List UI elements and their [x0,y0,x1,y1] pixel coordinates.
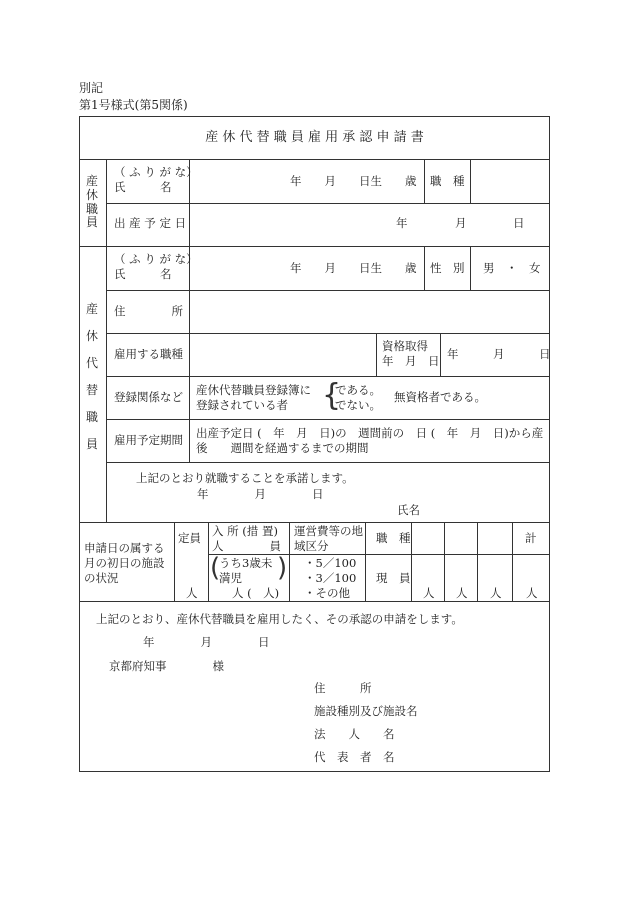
col-divider [174,522,175,601]
consent-date[interactable]: 年 月 日 [197,487,324,501]
col-divider [470,246,471,290]
address-label: 住 所 [114,304,183,318]
under-3-note-2: 満児 [219,571,242,585]
col-divider [106,159,107,522]
employ-job-label: 雇用する職種 [114,347,183,361]
row-divider [106,203,550,204]
due-date-label: 出 産 予 定 日 [114,216,187,230]
facility-job-label: 職 種 [376,531,411,545]
due-day[interactable]: 日 [513,216,525,230]
period-text-2: 後 週間を経過するまでの期間 [196,441,369,455]
registration-label: 登録関係など [114,390,183,404]
sub-dob-field[interactable]: 年 月 日生 歳 [290,261,417,275]
under-3-note-1: うち3歳未 [219,556,273,570]
staff-total-unit[interactable]: 人 [526,586,538,600]
col-divider [440,333,441,376]
registration-text-2: 登録されている者 [196,398,288,412]
row-divider [79,522,550,523]
paren-right-icon: ) [277,553,288,583]
brace-icon: { [322,378,342,413]
qualification-label-2: 年 月 日 [382,354,440,368]
row-divider [106,462,550,463]
consent-text: 上記のとおり就職することを承諾します。 [136,471,354,485]
row-divider [79,159,550,160]
sex-choice[interactable]: 男 ・ 女 [483,261,541,275]
governor-addressee: 京都府知事 様 [109,659,224,673]
sex-label: 性 別 [430,261,465,275]
facility-label-1: 申請日の属する [84,541,165,555]
enrollment-label-1: 入 所 (措 置) [212,524,278,538]
sub-furigana-label: （ ふ り が な） [114,252,198,266]
sub-name-label: 氏 名 [114,267,172,281]
col-divider [376,333,377,376]
col-divider [189,246,190,462]
region-option[interactable]: ・5／100 [304,556,357,570]
row-divider [106,419,550,420]
declaration-text: 上記のとおり、産休代替職員を雇用したく、その承認の申請をします。 [96,612,463,626]
facility-label-2: 月の初日の施設 [84,556,165,570]
col-divider [444,522,445,601]
qualification-date[interactable]: 年 月 日 [447,347,551,361]
row-divider [106,376,550,377]
declaration-date[interactable]: 年 月 日 [143,635,270,649]
facility-label-3: の状況 [84,571,119,585]
row-divider [79,246,550,247]
facility-name-label: 施設種別及び施設名 [314,704,418,718]
leave-job-label: 職 種 [430,174,465,188]
region-label-2: 域区分 [294,539,329,553]
col-divider [411,522,412,601]
region-option[interactable]: ・その他 [304,586,350,600]
appendix-label: 別記 [79,81,104,95]
staff-unit[interactable]: 人 [456,586,468,600]
region-option[interactable]: ・3／100 [304,571,357,585]
row-divider [106,333,550,334]
col-divider [289,522,290,601]
enrollment-unit[interactable]: 人 ( 人) [232,586,280,600]
due-year[interactable]: 年 [396,216,408,230]
region-label-1: 運営費等の地 [294,524,363,538]
staff-unit[interactable]: 人 [423,586,435,600]
qualification-label-1: 資格取得 [382,339,428,353]
substitute-section-label: 産休代替職員 [85,302,98,451]
leave-name-label: 氏 名 [114,180,172,194]
row-divider [79,601,550,602]
applicant-address-label: 住 所 [314,681,372,695]
form-title: 産 休 代 替 職 員 雇 用 承 認 申 請 書 [205,130,424,145]
corporation-name-label: 法 人 名 [314,727,395,741]
col-divider [477,522,478,601]
col-divider [365,522,366,601]
capacity-unit[interactable]: 人 [186,586,198,600]
period-label: 雇用予定期間 [114,433,183,447]
current-staff-label: 現 員 [376,571,411,585]
total-label: 計 [525,531,537,545]
row-divider [208,554,550,555]
registration-option-no[interactable]: でない。 [335,398,381,412]
leave-dob-field[interactable]: 年 月 日生 歳 [290,174,417,188]
representative-name-label: 代 表 者 名 [314,750,395,764]
col-divider [208,522,209,601]
form-number: 第1号様式(第5関係) [79,98,188,112]
col-divider [512,522,513,601]
col-divider [470,159,471,203]
capacity-label: 定員 [178,531,201,545]
leave-furigana-label: （ ふ り が な） [114,165,198,179]
registration-option-yes[interactable]: である。 [335,383,381,397]
registration-text-1: 産休代替職員登録簿に [196,383,311,397]
consent-name-label[interactable]: 氏名 [397,503,420,517]
period-text-1: 出産予定日 ( 年 月 日)の 週間前の 日 ( 年 月 日)から産 [196,426,544,440]
row-divider [106,290,550,291]
col-divider [424,159,425,203]
enrollment-label-2: 人 員 [212,539,281,553]
leave-staff-section-label: 産休職員 [85,174,98,230]
unqualified-option[interactable]: 無資格者である。 [394,390,486,404]
paren-left-icon: ( [210,553,221,583]
due-month[interactable]: 月 [455,216,467,230]
staff-unit[interactable]: 人 [490,586,502,600]
col-divider [424,246,425,290]
